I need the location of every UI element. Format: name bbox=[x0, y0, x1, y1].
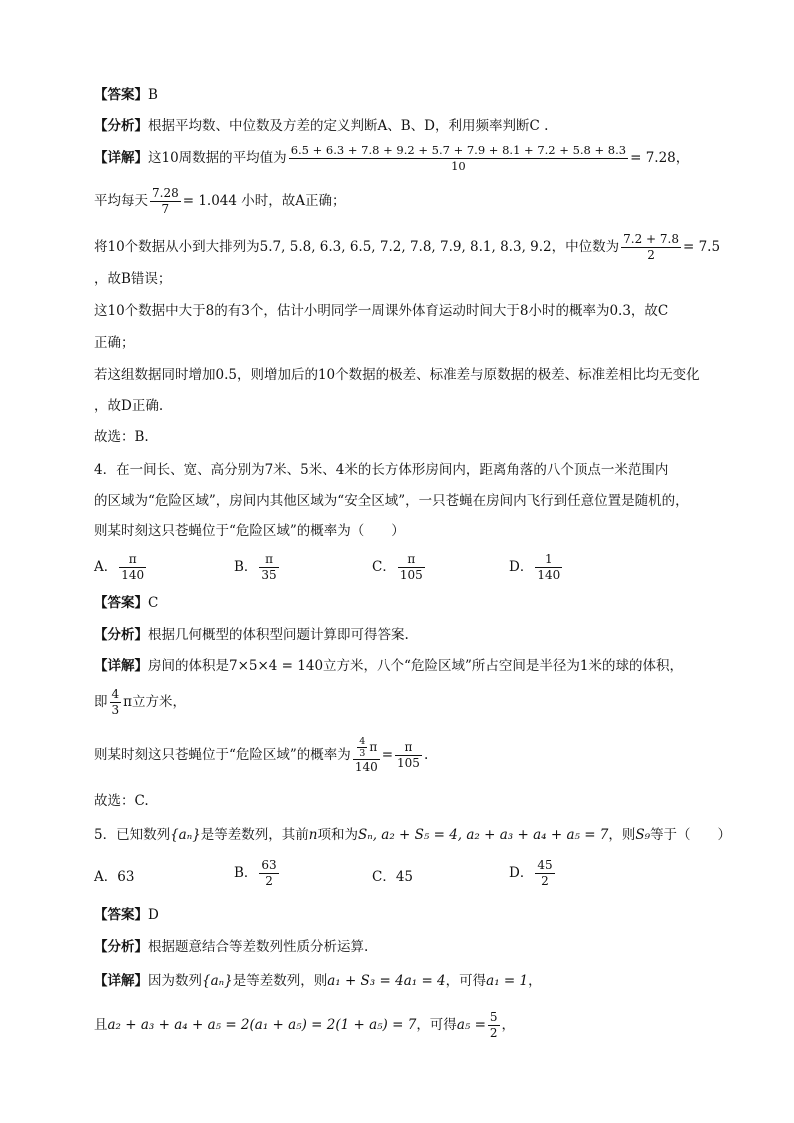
detail-text: 正确； bbox=[94, 335, 135, 351]
question-text: 5．已知数列 bbox=[94, 827, 171, 843]
option-value: 63 bbox=[117, 869, 135, 885]
conclusion-text: 故选：B. bbox=[94, 429, 149, 445]
fraction-numerator: 4 bbox=[359, 736, 366, 747]
detail-text: 房间的体积是7×5×4 = 140立方米，八个“危险区域”所占空间是半径为1米的球的体积， bbox=[148, 658, 683, 674]
q3-detail-line-1 bbox=[94, 143, 689, 174]
detail-text: 若这组数据同时增加0.5，则增加后的10个数据的极差、标准差与原数据的极差、标准差相比均无变化 bbox=[94, 367, 700, 383]
math-expression: {aₙ} bbox=[170, 827, 201, 843]
detail-text: 平均每天 bbox=[94, 193, 148, 209]
fraction-denominator: 2 bbox=[489, 1026, 498, 1040]
result-fraction bbox=[488, 1010, 500, 1041]
option-label: B． bbox=[234, 559, 258, 575]
analysis-tag: 【分析】 bbox=[94, 627, 148, 643]
q3-answer-line bbox=[94, 86, 158, 104]
q3-detail-line-3 bbox=[94, 232, 720, 263]
option-label: B． bbox=[234, 865, 258, 881]
fraction-numerator: 7.28 bbox=[152, 186, 179, 200]
daily-fraction bbox=[150, 186, 181, 217]
detail-text: π立方米， bbox=[123, 694, 187, 710]
q5-answer-line bbox=[94, 906, 159, 924]
fraction-numerator: 4 bbox=[111, 687, 120, 701]
q3-detail-line-4 bbox=[94, 270, 171, 288]
q5-options bbox=[94, 858, 694, 894]
detail-text: . bbox=[423, 747, 429, 763]
detail-tag: 【详解】 bbox=[94, 658, 148, 674]
median-fraction bbox=[621, 232, 681, 263]
q5-option-c bbox=[372, 868, 413, 886]
answer-tag: 【答案】 bbox=[94, 87, 148, 103]
option-label: C． bbox=[372, 869, 396, 885]
fraction-denominator: 105 bbox=[397, 756, 420, 770]
q5-detail-line-2 bbox=[94, 1010, 515, 1041]
fraction-denominator: 140 bbox=[121, 568, 145, 582]
q4-option-a bbox=[94, 552, 148, 583]
sphere-fraction bbox=[110, 687, 122, 718]
option-fraction bbox=[535, 552, 562, 583]
q5-stem-line bbox=[94, 826, 731, 844]
detail-text: 则某时刻这只苍蝇位于“危险区域”的概率为 bbox=[94, 747, 351, 763]
answer-value: B bbox=[148, 87, 158, 103]
detail-text: ， bbox=[528, 973, 542, 989]
q3-detail-line-6 bbox=[94, 334, 135, 352]
q4-answer-line bbox=[94, 594, 158, 612]
q5-detail-line-1 bbox=[94, 972, 542, 990]
analysis-text: 根据几何概型的体积型问题计算即可得答案. bbox=[148, 627, 409, 643]
option-fraction bbox=[535, 858, 554, 889]
detail-text: 且 bbox=[94, 1017, 108, 1033]
question-text: 等于（ ） bbox=[650, 827, 732, 843]
fraction-numerator bbox=[353, 736, 380, 760]
equals-sign: = bbox=[381, 747, 394, 763]
fraction-denominator: 140 bbox=[537, 568, 561, 582]
conclusion-text: 故选：C. bbox=[94, 793, 149, 809]
option-label: C． bbox=[372, 559, 396, 575]
answer-value: D bbox=[148, 907, 159, 923]
q5-option-a bbox=[94, 868, 134, 886]
option-label: D． bbox=[509, 559, 534, 575]
math-expression: a₅ = bbox=[456, 1017, 486, 1033]
analysis-text: 根据题意结合等差数列性质分析运算. bbox=[148, 939, 369, 955]
answer-value: C bbox=[148, 595, 159, 611]
detail-text: 这10周数据的平均值为 bbox=[148, 150, 287, 166]
detail-tag: 【详解】 bbox=[94, 973, 148, 989]
detail-text: 是等差数列，则 bbox=[232, 973, 328, 989]
option-label: A． bbox=[94, 869, 118, 885]
detail-tag: 【详解】 bbox=[94, 150, 148, 166]
analysis-text: 根据平均数、中位数及方差的定义判断A、B、D，利用频率判断C . bbox=[148, 118, 549, 134]
q3-analysis-line bbox=[94, 117, 548, 135]
pi-symbol: π bbox=[369, 740, 378, 754]
fraction-numerator: 1 bbox=[535, 552, 562, 568]
option-fraction bbox=[259, 858, 278, 889]
probability-fraction bbox=[353, 736, 380, 775]
mean-fraction bbox=[289, 143, 628, 174]
detail-text: ， bbox=[501, 1017, 516, 1033]
option-label: D． bbox=[509, 865, 534, 881]
detail-text: ，故B错误； bbox=[94, 271, 172, 287]
analysis-tag: 【分析】 bbox=[94, 939, 148, 955]
fraction-denominator: 2 bbox=[541, 874, 549, 888]
q4-options bbox=[94, 552, 694, 588]
q5-option-d bbox=[509, 858, 557, 889]
q4-detail-line-1 bbox=[94, 657, 683, 675]
q4-detail-line-2 bbox=[94, 687, 186, 718]
fraction-denominator: 10 bbox=[451, 159, 466, 173]
q3-detail-line-5 bbox=[94, 302, 668, 320]
fraction-denominator: 2 bbox=[265, 874, 273, 888]
fraction-numerator: π bbox=[395, 740, 422, 756]
detail-text: = 7.5 bbox=[682, 239, 721, 255]
detail-text: ，可得 bbox=[416, 1017, 457, 1033]
math-expression: S₉ bbox=[635, 827, 651, 843]
q3-detail-line-8 bbox=[94, 397, 163, 415]
fraction-denominator: 2 bbox=[647, 248, 655, 262]
detail-text: 即 bbox=[94, 694, 108, 710]
math-expression: Sₙ, a₂ + S₅ = 4, a₂ + a₃ + a₄ + a₅ = 7 bbox=[358, 827, 609, 843]
fraction-numerator: 6.5 + 6.3 + 7.8 + 9.2 + 5.7 + 7.9 + 8.1 + 7.2 + 5.8 + 8.3 bbox=[290, 143, 627, 157]
fraction-numerator: 45 bbox=[537, 858, 553, 872]
detail-text: 因为数列 bbox=[148, 973, 202, 989]
question-text: ，则 bbox=[608, 827, 636, 843]
fraction-numerator: 5 bbox=[489, 1010, 498, 1024]
detail-text: ，可得 bbox=[445, 973, 487, 989]
math-expression: a₁ + S₃ = 4a₁ = 4 bbox=[327, 973, 446, 989]
fraction-denominator: 35 bbox=[261, 568, 277, 582]
q4-stem-line-2 bbox=[94, 492, 689, 510]
option-label: A． bbox=[94, 559, 118, 575]
detail-text: 这10个数据中大于8的有3个，估计小明同学一周课外体育运动时间大于8小时的概率为0.3，故C bbox=[94, 303, 669, 319]
analysis-tag: 【分析】 bbox=[94, 118, 148, 134]
detail-text: = 7.28， bbox=[630, 150, 690, 166]
q4-conclusion bbox=[94, 792, 149, 810]
fraction-numerator: 63 bbox=[261, 858, 277, 872]
q3-detail-line-7 bbox=[94, 366, 700, 384]
answer-tag: 【答案】 bbox=[94, 907, 148, 923]
question-text: 项和为 bbox=[317, 827, 358, 843]
math-expression: a₁ = 1 bbox=[486, 973, 529, 989]
option-value: 45 bbox=[395, 869, 414, 885]
q4-option-b bbox=[234, 552, 281, 583]
option-fraction bbox=[259, 552, 278, 583]
fraction-denominator: 3 bbox=[111, 703, 120, 717]
detail-text: ，故D正确. bbox=[94, 398, 164, 414]
option-fraction bbox=[119, 552, 146, 583]
result-fraction bbox=[395, 740, 422, 771]
q4-stem-line-1 bbox=[94, 461, 668, 479]
inner-fraction bbox=[357, 736, 367, 759]
q4-option-d bbox=[509, 552, 564, 583]
detail-text: 将10个数据从小到大排列为5.7, 5.8, 6.3, 6.5, 7.2, 7.8, 7.9, 8.1, 8.3, 9.2，中位数为 bbox=[94, 239, 620, 255]
q3-conclusion bbox=[94, 428, 149, 446]
fraction-numerator: π bbox=[259, 552, 278, 568]
q5-analysis-line bbox=[94, 938, 368, 956]
fraction-numerator: π bbox=[119, 552, 146, 568]
fraction-denominator: 3 bbox=[359, 748, 366, 759]
q3-detail-line-2 bbox=[94, 186, 346, 217]
question-text: 4．在一间长、宽、高分别为7米、5米、4米的长方体形房间内，距离角落的八个顶点一米范围内 bbox=[94, 462, 669, 478]
answer-tag: 【答案】 bbox=[94, 595, 148, 611]
math-expression: n bbox=[308, 827, 318, 843]
question-text: 的区域为“危险区域”，房间内其他区域为“安全区域”，一只苍蝇在房间内飞行到任意位置是随机的， bbox=[94, 493, 689, 509]
q4-analysis-line bbox=[94, 626, 409, 644]
q5-option-b bbox=[234, 858, 281, 889]
q4-detail-line-3 bbox=[94, 736, 428, 775]
fraction-denominator: 7 bbox=[161, 202, 170, 216]
fraction-numerator: 7.2 + 7.8 bbox=[623, 232, 679, 246]
q4-option-c bbox=[372, 552, 427, 583]
option-fraction bbox=[398, 552, 425, 583]
fraction-denominator: 140 bbox=[354, 760, 378, 774]
q4-stem-line-3 bbox=[94, 522, 405, 540]
fraction-numerator: π bbox=[398, 552, 425, 568]
question-text: 则某时刻这只苍蝇位于“危险区域”的概率为（ ） bbox=[94, 523, 405, 539]
question-text: 是等差数列，其前 bbox=[200, 827, 309, 843]
math-expression: a₂ + a₃ + a₄ + a₅ = 2(a₁ + a₅) = 2(1 + a₅) = 7 bbox=[107, 1017, 417, 1033]
fraction-denominator: 105 bbox=[399, 568, 423, 582]
detail-text: = 1.044 小时，故A正确； bbox=[182, 193, 346, 209]
math-expression: {aₙ} bbox=[202, 973, 233, 989]
